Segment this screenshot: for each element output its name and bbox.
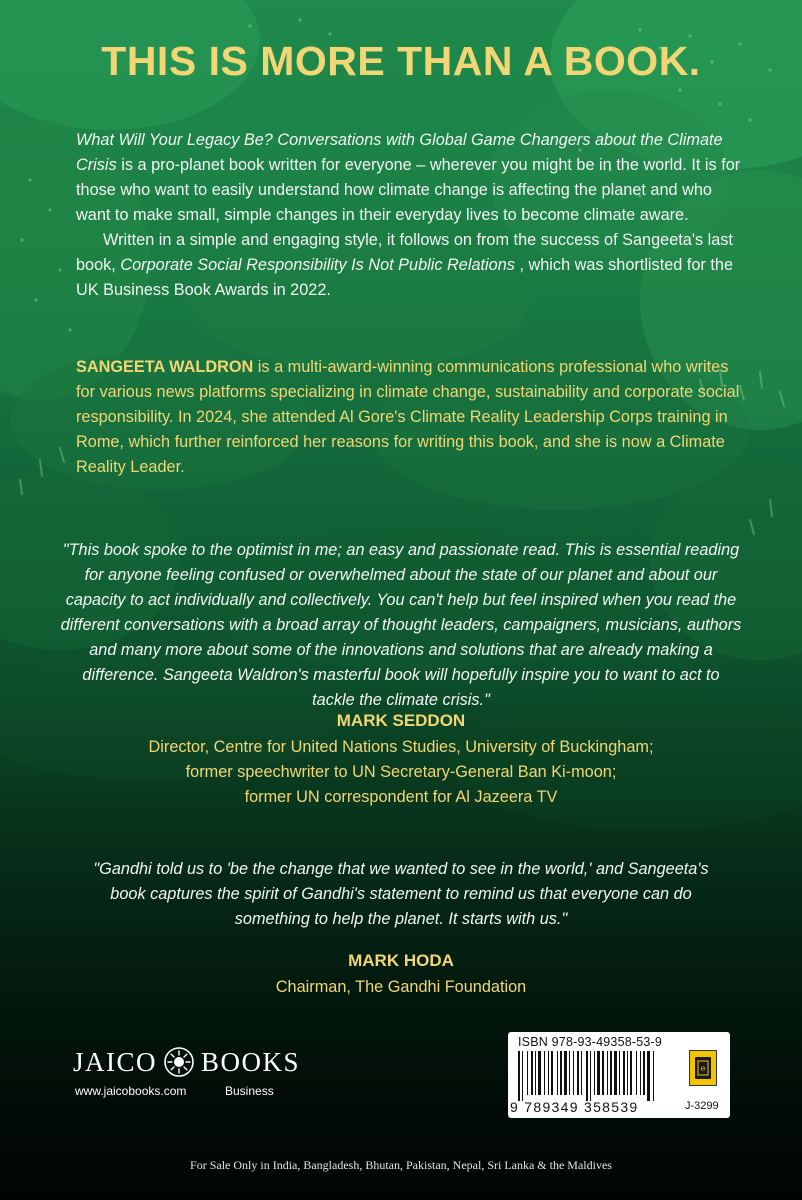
- barcode-bar: [538, 1051, 541, 1095]
- author-bio-text: is a multi-award-winning communications professional who writes for various news platforms specializing in climate change, sustainability and corporate social responsibility. In 2024, she attended Al Gore's Climate Reality Leadership Corps training in Rome, which further reinforced her reasons for writing this book, and she is now a Climate Reality Leader.: [76, 358, 740, 476]
- sale-territory-notice: For Sale Only in India, Bangladesh, Bhutan, Pakistan, Nepal, Sri Lanka & the Maldives: [190, 1158, 612, 1172]
- publisher-name-right: BOOKS: [201, 1046, 301, 1077]
- isbn-number: ISBN 978-93-49358-53-9: [518, 1035, 663, 1049]
- barcode-bar: [594, 1051, 595, 1095]
- author-bio: [76, 355, 744, 480]
- barcode-bar: [636, 1051, 637, 1095]
- barcode-bar: [577, 1051, 579, 1095]
- description-text-2a: Written in a simple and engaging style, it follows on from the success of Sangeeta's last book,: [76, 231, 733, 274]
- publisher-name-left: JAICO: [73, 1046, 158, 1077]
- barcode-bar: [569, 1051, 570, 1095]
- barcode-digits: 9 789349 358539: [510, 1099, 639, 1115]
- barcode-bar: [610, 1051, 612, 1095]
- headline: THIS IS MORE THAN A BOOK.: [101, 38, 701, 84]
- barcode-bar: [630, 1051, 632, 1095]
- endorsement-quote-2: "Gandhi told us to 'be the change that we wanted to see in the world,' and Sangeeta's book captures the spirit of Gandhi's statement to remind us that everyone can do something to help the planet. It starts with us.": [93, 860, 709, 928]
- barcode-bar: [602, 1051, 604, 1095]
- endorser-title-2: [0, 975, 802, 1000]
- endorser-title-1: [0, 735, 802, 810]
- book-description: [76, 128, 744, 303]
- barcode-bar: [535, 1051, 536, 1095]
- sun-emblem-icon: [163, 1046, 195, 1078]
- barcode-bar: [619, 1051, 620, 1095]
- barcode-bar: [643, 1051, 645, 1095]
- barcode-bar: [518, 1051, 520, 1101]
- barcode-bar: [557, 1051, 558, 1095]
- book-category: Business: [225, 1084, 274, 1098]
- barcode-bar: [614, 1051, 617, 1095]
- barcode-bar: [586, 1051, 588, 1101]
- barcode-bar: [551, 1051, 553, 1095]
- barcode-bar: [560, 1051, 562, 1095]
- publisher-logo: [73, 1042, 300, 1082]
- barcode-bar: [623, 1051, 625, 1095]
- isbn-barcode-box: [508, 1032, 730, 1118]
- endorser-title-line: former speechwriter to UN Secretary-General Ban Ki-moon;: [185, 763, 617, 781]
- barcode-bar: [647, 1051, 650, 1101]
- previous-book-title: Corporate Social Responsibility Is Not Public Relations: [120, 256, 515, 274]
- description-paragraph-2: [76, 228, 744, 303]
- barcode-bar: [548, 1051, 549, 1095]
- description-text-1: is a pro-planet book written for everyone – wherever you might be in the world. It is for those who want to easily understand how climate change is affecting the planet and who want to make small, simple changes in their everyday lives to become climate aware.: [76, 156, 741, 224]
- book-title-italic: What Will Your Legacy Be? Conversations with Global Game Changers about the Climate Crisis: [76, 131, 723, 174]
- ebook-available-icon: [689, 1050, 717, 1086]
- barcode-bar: [590, 1051, 591, 1101]
- endorser-name-1: MARK SEDDON: [336, 711, 466, 730]
- barcode-bar: [564, 1051, 567, 1095]
- publisher-website[interactable]: www.jaicobooks.com: [75, 1084, 187, 1098]
- barcode-bar: [573, 1051, 574, 1095]
- barcode-bar: [581, 1051, 582, 1095]
- endorser-title-line: Chairman, The Gandhi Foundation: [275, 978, 527, 996]
- endorser-name-2: MARK HODA: [348, 951, 454, 970]
- endorser-title-line: Director, Centre for United Nations Studies, University of Buckingham;: [148, 738, 654, 756]
- description-paragraph-1: [76, 128, 744, 228]
- endorsement-quote-1: "This book spoke to the optimist in me; an easy and passionate read. This is essential reading for anyone feeling confused or overwhelmed about the state of our planet and about our capacity to act individually and collectively. You can't help but feel inspired when you read the different conversations with a broad array of thought leaders, campaigners, musicians, authors and many more about some of the innovations and solutions that are already making a difference. Sangeeta Waldron's masterful book will hopefully inspire you to want to act to tackle the climate crisis.": [60, 541, 742, 709]
- description-text-2b: , which was shortlisted for the UK Business Book Awards in 2022.: [76, 256, 734, 299]
- barcode-bar: [544, 1051, 545, 1095]
- barcode-image: [516, 1051, 684, 1101]
- barcode-bar: [607, 1051, 608, 1095]
- product-code: J-3299: [685, 1100, 719, 1112]
- barcode-bar: [640, 1051, 641, 1095]
- barcode-bar: [653, 1051, 654, 1101]
- publisher-block: [73, 1042, 333, 1102]
- barcode-bar: [527, 1051, 528, 1095]
- barcode-bar: [531, 1051, 533, 1095]
- barcode-bar: [597, 1051, 600, 1095]
- barcode-bar: [522, 1051, 523, 1101]
- author-name: SANGEETA WALDRON: [76, 358, 254, 376]
- svg-text:e: e: [700, 1064, 706, 1073]
- barcode-bar: [627, 1051, 628, 1095]
- endorser-title-line: former UN correspondent for Al Jazeera TV: [244, 788, 558, 806]
